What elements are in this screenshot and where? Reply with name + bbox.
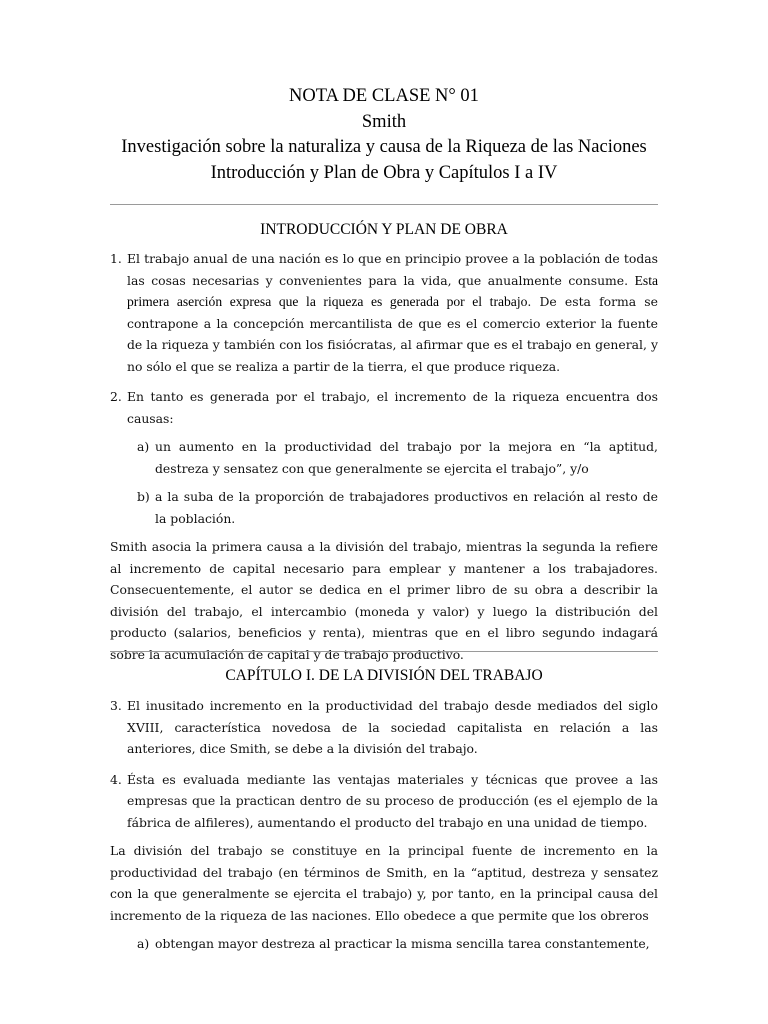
list-number: 3. [110,698,122,713]
divider-middle [110,651,658,652]
section-chapter-1-body [110,695,658,955]
list-item-1 [110,248,658,377]
item-text: Ésta es evaluada mediante las ventajas materiales y técnicas que provee a las empresas que la practican dentro de su proceso de producción (es el ejemplo de la fábrica de alfileres), aumentando el producto del trabajo en una unidad de tiempo. [127,771,658,830]
section-heading-intro: INTRODUCCIÓN Y PLAN DE OBRA [260,221,508,238]
item-text: En tanto es generada por el trabajo, el incremento de la riqueza encuentra dos causas: [127,389,658,426]
list-number: 4. [110,771,122,787]
divider-top [110,204,658,205]
title-line-1: NOTA DE CLASE N° 01 [289,86,479,106]
body-paragraph: Smith asocia la primera causa a la división del trabajo, mientras la segunda la refiere al incremento de capital necesario para emplear y mantener a los trabajadores. Consecuentemente, el autor se dedica en el primer libro de su obra a describir la división del trabajo, el intercambio (moneda y valor) y luego la distribución del producto (salarios, beneficios y renta), mientras que en el libro segundo indagará sobre la acumulación de capital y de trabajo productivo. [110,539,658,662]
title-line-4: Introducción y Plan de Obra y Capítulos I a IV [210,162,558,183]
document-title [60,84,708,186]
sub-item-text: a la suba de la proporción de trabajadores productivos en relación al resto de la población. [155,489,658,526]
sub-item-label: a) [137,936,150,951]
sub-item-text: un aumento en la productividad del trabajo por la mejora en “la aptitud, destreza y sensatez con que generalmente se ejercita el trabajo”, y/o [155,439,658,476]
item-text: El trabajo anual de una nación es lo que en principio provee a la población de todas las cosas necesarias y convenientes para la vida, que anualmente consume. [127,251,658,288]
section-heading-chapter-1: CAPÍTULO I. DE LA DIVISIÓN DEL TRABAJO [225,667,543,684]
sub-item-label: a) [137,439,150,454]
sub-item-b [110,486,658,529]
section-intro-body [110,248,658,665]
list-number: 2. [110,389,122,404]
sub-item-label: b) [137,489,150,504]
item-text: El inusitado incremento en la productividad del trabajo desde mediados del siglo XVIII, característica novedosa de la sociedad capitalista en relación a las anteriores, dice Smith, se debe a la división del trabajo. [127,698,658,756]
item-text: . De esta forma se contrapone a la concepción mercantilista de que es el comercio exterior la fuente de la riqueza y también con los fisiócratas, al afirmar que es el trabajo en general, y no sólo el que se realiza a partir de la tierra, el que produce riqueza. [127,294,658,374]
sub-item-a [110,933,658,955]
list-number: 1. [110,251,122,266]
title-line-2: Smith [361,111,407,132]
title-line-3: Investigación sobre la naturaliza y causa de la Riqueza de las Naciones [121,137,647,157]
emphasis-text: Esta primera aserción expresa que la riqueza es generada por el trabajo [127,272,658,309]
list-item-4 [110,769,658,834]
sub-item-a [110,436,658,479]
list-item-3 [110,695,658,760]
sub-item-text: obtengan mayor destreza al practicar la misma sencilla tarea constantemente, [155,936,650,951]
list-item-2 [110,386,658,429]
body-paragraph: La división del trabajo se constituye en la principal fuente de incremento en la productividad del trabajo (en términos de Smith, en la “aptitud, destreza y sensatez con la que generalmente se ejercita el trabajo) y, por tanto, en la principal causa del incremento de la riqueza de las naciones. Ello obedece a que permite que los obreros [110,843,658,923]
